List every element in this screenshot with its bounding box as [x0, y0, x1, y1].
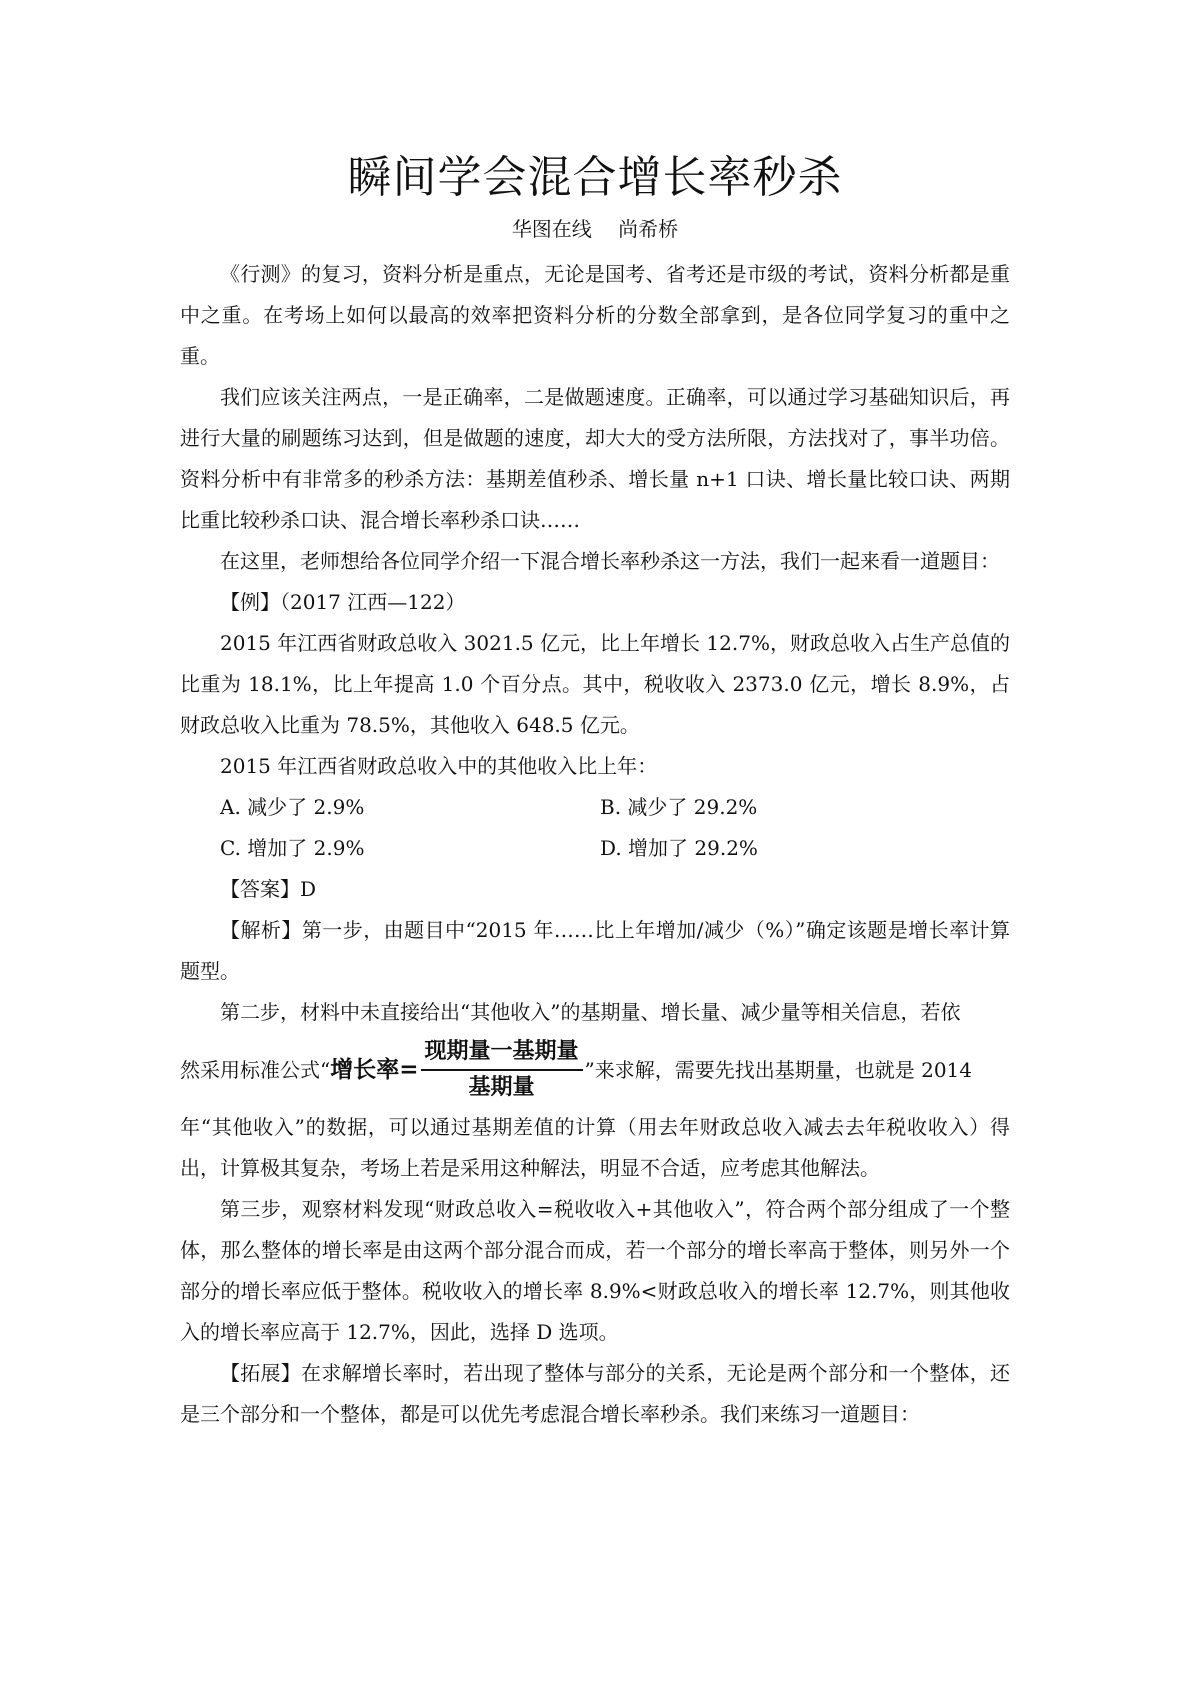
growth-rate-fraction	[421, 1037, 583, 1103]
option-c: C. 增加了 2.9%	[220, 836, 365, 860]
formula-prefix: 然采用标准公式“	[180, 1057, 331, 1082]
formula-suffix: ”来求解，需要先找出基期量，也就是 2014	[584, 1057, 973, 1082]
paragraph-intro: 《行测》的复习，资料分析是重点，无论是国考、省考还是市级的考试，资料分析都是重中之重。在考场上如何以最高的效率把资料分析的分数全部拿到，是各位同学复习的重中之重。	[180, 262, 1010, 368]
analysis-step-3: 第三步，观察材料发现“财政总收入=税收收入+其他收入”，符合两个部分组成了一个整体，那么整体的增长率是由这两个部分混合而成，若一个部分的增长率高于整体，则另外一个部分的增长率应低于整体。税收收入的增长率 8.9%<财政总收入的增长率 12.7%，则其他收入的增长率应高于 12.7%，因此，选择 D 选项。	[180, 1197, 1010, 1344]
example-label: 【例】（2017 江西—122）	[220, 590, 466, 614]
example-material: 2015 年江西省财政总收入 3021.5 亿元，比上年增长 12.7%，财政总收入占生产总值的比重为 18.1%，比上年提高 1.0 个百分点。其中，税收收入 2373.0 亿元，增长 8.9%，占财政总收入比重为 78.5%，其他收入 648.5 亿元。	[180, 631, 1010, 737]
analysis-step-1: 【解析】第一步，由题目中“2015 年……比上年增加/减少（%）”确定该题是增长率计算题型。	[180, 918, 1010, 983]
byline-author: 尚希桥	[618, 217, 679, 241]
option-d: D. 增加了 29.2%	[600, 836, 758, 860]
page-title: 瞬间学会混合增长率秒杀	[347, 152, 843, 203]
document-page	[180, 150, 1010, 1435]
analysis-step-2-continued: 年“其他收入”的数据，可以通过基期差值的计算（用去年财政总收入减去去年税收收入）得出，计算极其复杂，考场上若是采用这种解法，明显不合适，应考虑其他解法。	[180, 1115, 1010, 1180]
option-b: B. 减少了 29.2%	[600, 795, 758, 819]
answer-options	[180, 787, 1010, 869]
formula-line	[180, 1035, 1010, 1105]
extension-paragraph: 【拓展】在求解增长率时，若出现了整体与部分的关系，无论是两个部分和一个整体，还是三个部分和一个整体，都是可以优先考虑混合增长率秒杀。我们来练习一道题目：	[180, 1361, 1010, 1426]
option-a: A. 减少了 2.9%	[220, 795, 365, 819]
fraction-denominator: 基期量	[468, 1075, 535, 1100]
answer-line: 【答案】D	[220, 877, 317, 901]
analysis-step-2: 第二步，材料中未直接给出“其他收入”的基期量、增长量、减少量等相关信息，若依	[220, 1000, 961, 1024]
paragraph-methods: 我们应该关注两点，一是正确率，二是做题速度。正确率，可以通过学习基础知识后，再进行大量的刷题练习达到，但是做题的速度，却大大的受方法所限，方法找对了，事半功倍。资料分析中有非常多的秒杀方法：基期差值秒杀、增长量 n+1 口诀、增长量比较口诀、两期比重比较秒杀口诀、混合增长率秒杀口诀……	[180, 385, 1010, 532]
paragraph-lead-in: 在这里，老师想给各位同学介绍一下混合增长率秒杀这一方法，我们一起来看一道题目：	[220, 549, 1000, 573]
fraction-numerator: 现期量一基期量	[421, 1037, 583, 1071]
byline-org: 华图在线	[511, 217, 592, 241]
byline	[180, 214, 1010, 244]
example-question: 2015 年江西省财政总收入中的其他收入比上年：	[220, 754, 658, 778]
formula-label: 增长率=	[330, 1056, 419, 1083]
